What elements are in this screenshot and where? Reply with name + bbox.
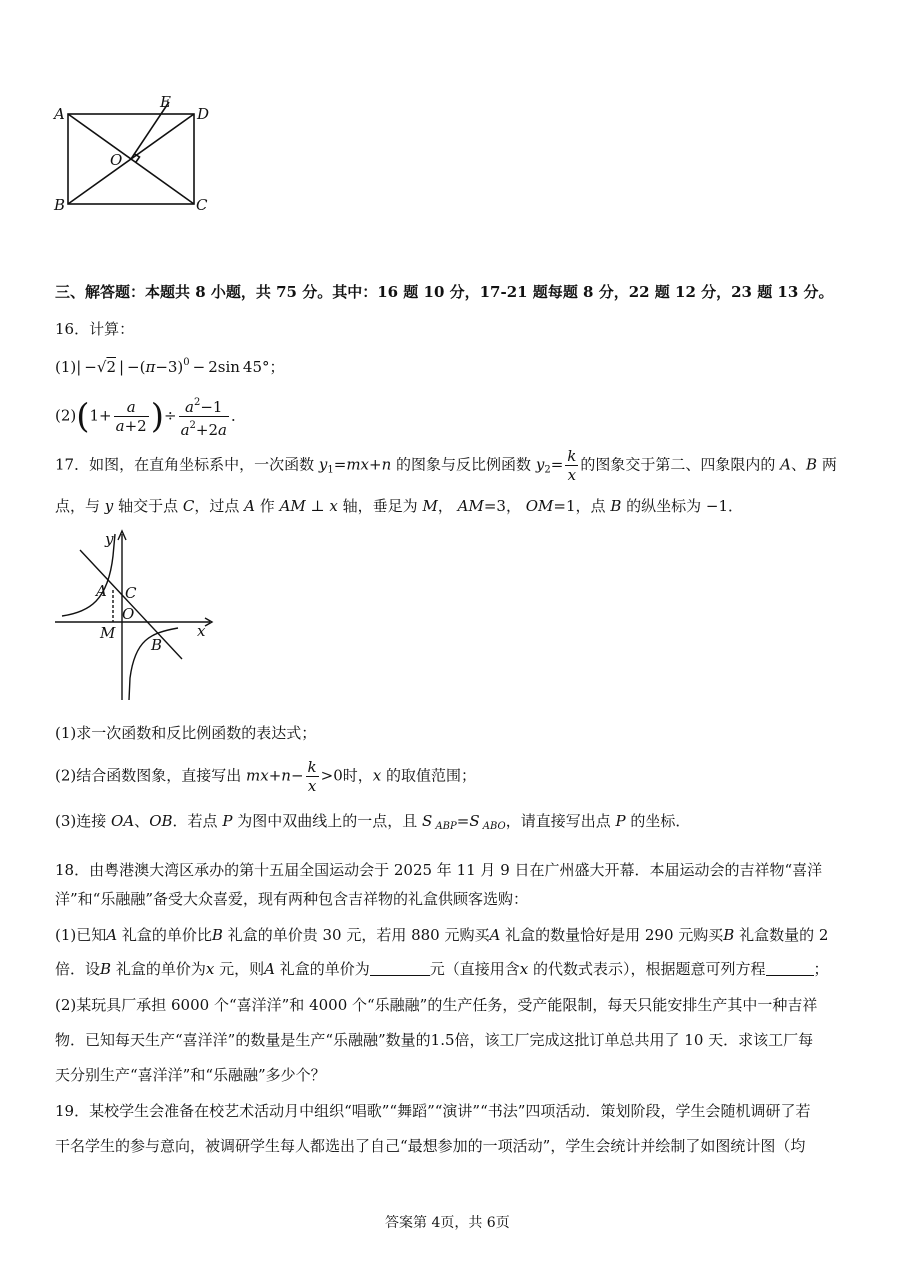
q16-part2: (2)(1+ $\frac{a}{a+2}$ )÷ $\frac{a^2-1}{a^2+2a}$ ． [55,394,246,439]
rectangle-figure [50,92,220,217]
graph-label-o: O [122,605,135,623]
right-angle-mark [135,154,140,162]
q17-graph [50,528,220,706]
q17-sub3: (3)连接 OA、OB．若点 P 为图中双曲线上的一点，且 S $_{ABP}$=S $_{ABO}$，请直接写出点 P 的坐标． [55,812,691,832]
answer-blank-1[interactable] [370,961,430,976]
label-b: B [54,196,66,214]
q18-p2-line1: (2)某玩具厂承担 6000 个“喜洋洋”和 4000 个“乐融融”的生产任务，受产能限制，每天只能安排生产其中一种吉祥 [55,996,818,1014]
graph-label-m: M [100,624,116,642]
q17-line1: 17．如图，在直角坐标系中，一次函数 $y_1=mx+n$ 的图象与反比例函数 $y_2=$ $\frac{k}{x}$ 的图象交于第二、四象限内的 A、B 两 [55,447,837,484]
q18-p2-line3: 天分别生产“喜洋洋”和“乐融融”多少个？ [55,1066,326,1084]
graph-label-y: y [105,530,114,548]
label-a: A [54,105,65,123]
graph-label-b: B [151,636,163,654]
graph-label-x: x [197,622,206,640]
label-c: C [196,196,208,214]
section-title: 三、解答题：本题共 8 小题，共 75 分。其中：16 题 10 分，17-21 题每题 8 分，22 题 12 分，23 题 13 分。 [55,283,834,301]
q18-p2-line2: 物．已知每天生产“喜洋洋”的数量是生产“乐融融”数量的1.5倍，该工厂完成这批订单总共用了 10 天．求该工厂每 [55,1031,814,1049]
page-footer: 答案第 4页，共 6页 [385,1215,510,1231]
q17-line2: 点，与 y 轴交于点 C，过点 A 作 AM ⊥ x 轴，垂足为 M， AM=3， OM=1，点 B 的纵坐标为 −1． [55,497,744,515]
q18-line1: 18．由粤港澳大湾区承办的第十五届全国运动会于 2025 年 11 月 9 日在广州盛大开幕．本届运动会的吉祥物“喜洋 [55,861,823,879]
graph-label-c: C [125,584,137,602]
label-d: D [197,105,210,123]
label-e: E [160,93,171,111]
q17-sub2: (2)结合函数图象，直接写出 mx+n− $\frac{k}{x}$ >0时，x 的取值范围； [55,758,477,795]
q18-p1-line1: (1)已知A 礼盒的单价比B 礼盒的单价贵 30 元，若用 880 元购买A 礼盒的数量恰好是用 290 元购买B 礼盒数量的 2 [55,926,829,944]
q17-sub1: (1)求一次函数和反比例函数的表达式； [55,724,317,742]
q19-line2: 干名学生的参与意向，被调研学生每人都选出了自己“最想参加的一项活动”，学生会统计并绘制了如图统计图（均 [55,1137,806,1155]
label-o: O [110,151,123,169]
q16-part1: (1)| −√2 | $-(\pi-3)^0 - 2\sin$ 45°； [55,357,285,376]
q16-stem: 16．计算： [55,320,135,338]
q18-p1-line2: 倍．设B 礼盒的单价为x 元，则A 礼盒的单价为 元（直接用含x 的代数式表示），根据题意可列方程 ； [55,960,829,978]
graph-label-a: A [96,582,107,600]
q18-line2: 洋”和“乐融融”备受大众喜爱，现有两种包含吉祥物的礼盒供顾客选购： [55,890,529,908]
q19-line1: 19．某校学生会准备在校艺术活动月中组织“唱歌”“舞蹈”“演讲”“书法”四项活动．策划阶段，学生会随机调研了若 [55,1102,811,1120]
answer-blank-2[interactable] [766,961,814,976]
